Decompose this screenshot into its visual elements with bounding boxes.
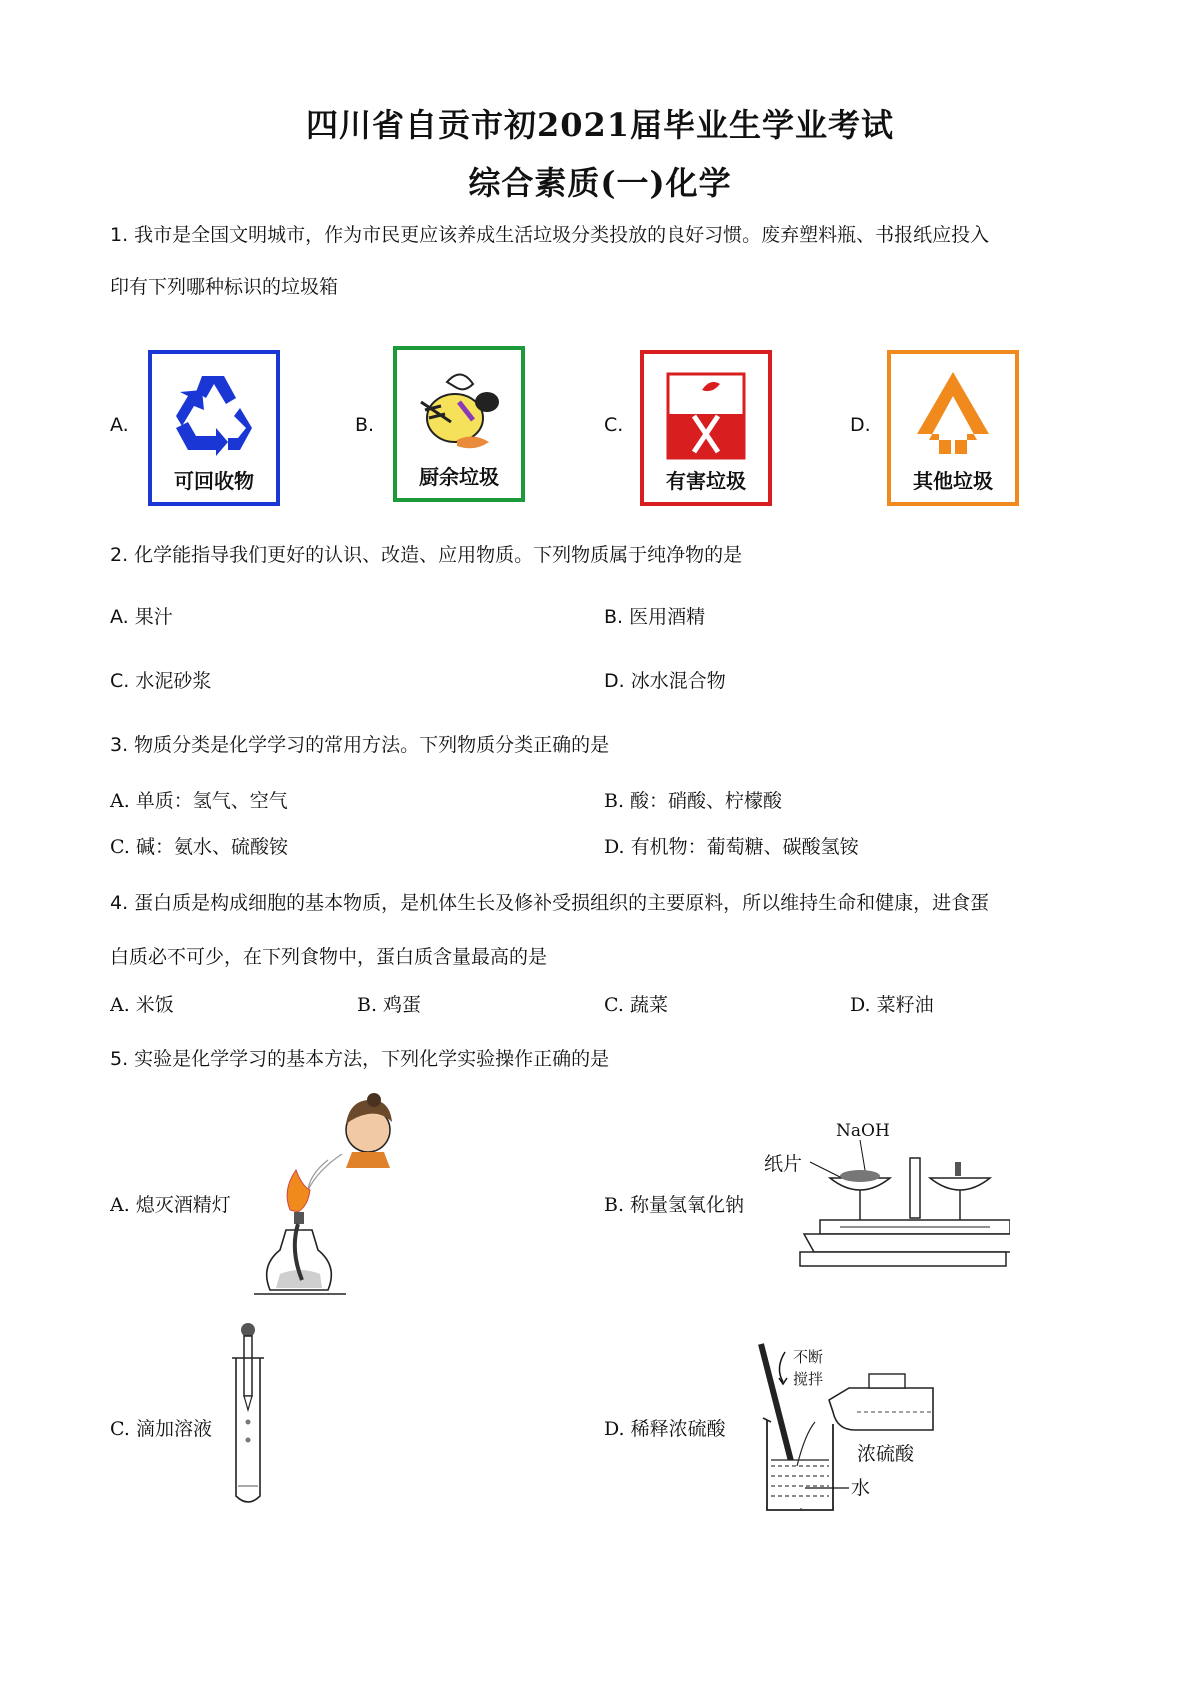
hazardous-waste-caption: 有害垃圾 <box>666 469 746 493</box>
hazardous-icon <box>658 366 754 462</box>
q5-option-b: B. 称量氢氧化钠 <box>604 1194 745 1216</box>
kitchen-waste-sign <box>393 346 525 502</box>
paper-label: 纸片 <box>764 1153 803 1175</box>
q4-text-line1: 4. 蛋白质是构成细胞的基本物质，是机体生长及修补受损组织的主要原料，所以维持生命和健康，进食蛋 <box>110 892 990 914</box>
q1-option-a-label: A. <box>110 414 129 436</box>
recycle-icon <box>166 366 262 462</box>
q4-text-line2: 白质必不可少，在下列食物中，蛋白质含量最高的是 <box>110 946 548 968</box>
recyclable-sign <box>148 350 280 506</box>
q2-text: 2. 化学能指导我们更好的认识、改造、应用物质。下列物质属于纯净物的是 <box>110 544 743 566</box>
q5-option-d: D. 稀释浓硫酸 <box>604 1418 726 1440</box>
q2-option-b: B. 医用酒精 <box>604 606 706 628</box>
other-waste-icon <box>905 366 1001 462</box>
balance-scale-figure <box>760 1120 1010 1280</box>
q5-option-a: A. 熄灭酒精灯 <box>110 1194 231 1216</box>
q4-option-a: A. 米饭 <box>110 994 174 1016</box>
q5-option-c: C. 滴加溶液 <box>110 1418 212 1440</box>
q3-text: 3. 物质分类是化学学习的常用方法。下列物质分类正确的是 <box>110 734 610 756</box>
q1-text-line1: 1. 我市是全国文明城市，作为市民更应该养成生活垃圾分类投放的良好习惯。废弃塑料瓶、书报纸应投入 <box>110 224 990 246</box>
stir-label-1: 不断 <box>793 1348 824 1366</box>
q4-option-c: C. 蔬菜 <box>604 994 668 1016</box>
q4-option-b: B. 鸡蛋 <box>357 994 422 1016</box>
hazardous-waste-sign <box>640 350 772 506</box>
q5-text: 5. 实验是化学学习的基本方法，下列化学实验操作正确的是 <box>110 1048 610 1070</box>
water-label: 水 <box>851 1477 871 1499</box>
q2-option-d: D. 冰水混合物 <box>604 670 726 692</box>
kitchen-waste-icon <box>411 362 507 458</box>
q1-option-d-label: D. <box>850 414 871 436</box>
recyclable-caption: 可回收物 <box>174 469 254 493</box>
exam-title: 四川省自贡市初2021届毕业生学业考试 <box>305 106 895 144</box>
kitchen-waste-caption: 厨余垃圾 <box>419 465 499 489</box>
q2-option-c: C. 水泥砂浆 <box>110 670 212 692</box>
stir-label-2: 搅拌 <box>793 1370 824 1388</box>
acid-label: 浓硫酸 <box>857 1443 915 1465</box>
q1-option-c-label: C. <box>604 414 624 436</box>
q3-option-c: C. 碱：氨水、硫酸铵 <box>110 836 288 858</box>
q1-text-line2: 印有下列哪种标识的垃圾箱 <box>110 276 339 298</box>
dilute-acid-figure <box>745 1338 945 1518</box>
other-waste-caption: 其他垃圾 <box>913 469 993 493</box>
q4-option-d: D. 菜籽油 <box>850 994 934 1016</box>
q1-option-b-label: B. <box>355 414 375 436</box>
q3-option-d: D. 有机物：葡萄糖、碳酸氢铵 <box>604 836 859 858</box>
q3-option-a: A. 单质：氢气、空气 <box>110 790 288 812</box>
q3-option-b: B. 酸：硝酸、柠檬酸 <box>604 790 783 812</box>
dropper-testtube-figure <box>228 1318 268 1508</box>
alcohol-lamp-figure <box>250 1090 400 1305</box>
naoh-label: NaOH <box>836 1121 890 1141</box>
q2-option-a: A. 果汁 <box>110 606 173 628</box>
other-waste-sign <box>887 350 1019 506</box>
exam-subtitle: 综合素质(一)化学 <box>468 164 732 202</box>
